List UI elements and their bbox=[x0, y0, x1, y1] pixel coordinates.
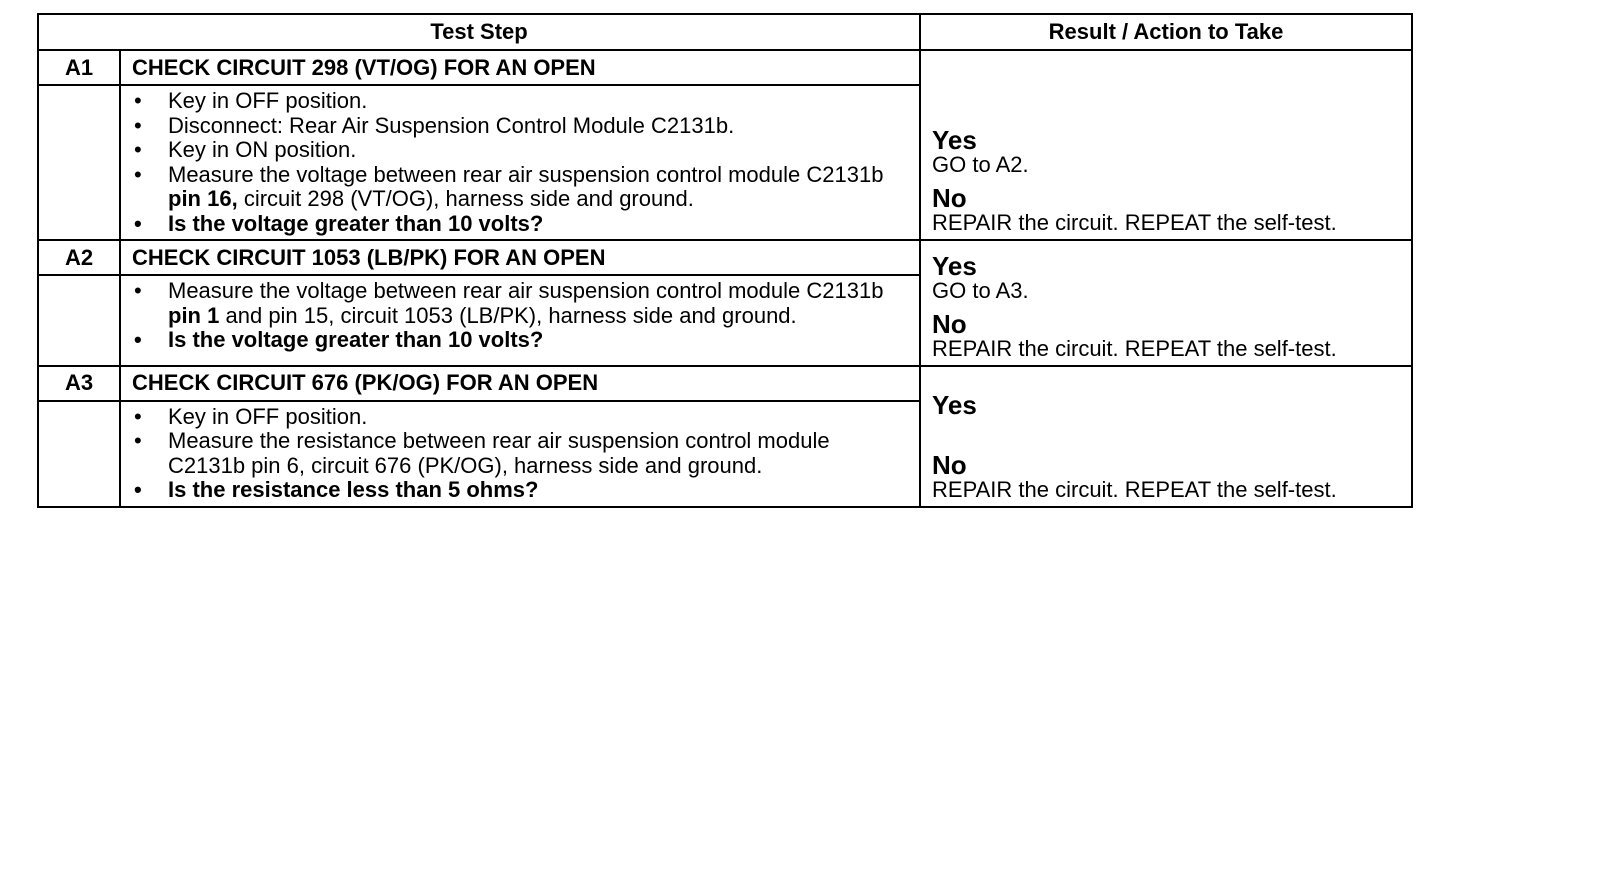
step-instructions bbox=[120, 401, 920, 507]
no-label: No bbox=[932, 308, 967, 339]
instruction-list bbox=[121, 276, 919, 365]
instruction-text: Measure the voltage between rear air suspension control module bbox=[168, 278, 801, 303]
step-title-row bbox=[38, 240, 1412, 275]
yes-action: GO to A3. bbox=[932, 277, 1029, 303]
header-row bbox=[38, 14, 1412, 50]
step-id: A2 bbox=[38, 240, 120, 275]
no-action: REPAIR the circuit. REPEAT the self-test. bbox=[932, 335, 1337, 361]
instruction-item bbox=[121, 279, 907, 328]
step-id-blank bbox=[38, 275, 120, 366]
instruction-item: • Key in OFF position. bbox=[121, 89, 907, 114]
instruction-item bbox=[121, 163, 907, 212]
pin-label: pin 16, bbox=[168, 186, 238, 211]
pin-label: pin 15, bbox=[268, 302, 335, 328]
instruction-item: • Key in ON position. bbox=[121, 138, 907, 163]
step-id: A1 bbox=[38, 50, 120, 85]
no-label: No bbox=[932, 183, 967, 213]
step-title-row bbox=[38, 50, 1412, 85]
step-id-blank bbox=[38, 401, 120, 507]
instruction-text: circuit 298 (VT/OG), harness side and ground. bbox=[243, 186, 694, 211]
instruction-text: Measure the voltage between rear air suspension control module bbox=[168, 161, 801, 187]
pin-label: pin 1 bbox=[168, 302, 220, 328]
test-step-header: Test Step bbox=[38, 14, 920, 50]
instruction-question: • Is the voltage greater than 10 volts? bbox=[121, 212, 907, 237]
no-action: REPAIR the circuit. REPEAT the self-test. bbox=[932, 476, 1337, 502]
no-action: REPAIR the circuit. REPEAT the self-test. bbox=[932, 210, 1337, 235]
step-title: CHECK CIRCUIT 676 (PK/OG) FOR AN OPEN bbox=[120, 366, 920, 401]
no-label: No bbox=[932, 449, 967, 480]
instruction-question: • Is the voltage greater than 10 volts? bbox=[121, 328, 907, 353]
instruction-text: and bbox=[225, 302, 263, 328]
step-instructions bbox=[120, 85, 920, 240]
step-result bbox=[920, 50, 1412, 240]
instruction-item: • Disconnect: Rear Air Suspension Control Module C2131b. bbox=[121, 114, 907, 139]
step-id: A3 bbox=[38, 366, 120, 401]
connector-id: C2131b bbox=[806, 161, 884, 187]
step-title-row bbox=[38, 366, 1412, 401]
step-result bbox=[920, 366, 1412, 507]
yes-action: GO to A2. bbox=[932, 152, 1029, 177]
instruction-list bbox=[121, 86, 919, 239]
yes-label: Yes bbox=[932, 250, 977, 281]
instruction-item: • Key in OFF position. bbox=[121, 405, 907, 430]
diagnostic-procedure-table bbox=[37, 13, 1413, 508]
yes-label: Yes bbox=[932, 389, 977, 420]
instruction-question: • Is the resistance less than 5 ohms? bbox=[121, 478, 907, 503]
step-title: CHECK CIRCUIT 298 (VT/OG) FOR AN OPEN bbox=[120, 50, 920, 85]
step-result bbox=[920, 240, 1412, 366]
yes-label: Yes bbox=[932, 125, 977, 155]
step-id-blank bbox=[38, 85, 120, 240]
result-header: Result / Action to Take bbox=[920, 14, 1412, 50]
step-instructions bbox=[120, 275, 920, 366]
connector-id: C2131b bbox=[806, 278, 884, 303]
instruction-text: circuit 1053 (LB/PK), harness side and ground. bbox=[340, 302, 797, 328]
instruction-item: • Measure the resistance between rear air suspension control module C2131b pin 6, circuit 676 (PK/OG), harness side and ground. bbox=[121, 429, 907, 478]
instruction-list bbox=[121, 402, 919, 506]
step-title: CHECK CIRCUIT 1053 (LB/PK) FOR AN OPEN bbox=[120, 240, 920, 275]
